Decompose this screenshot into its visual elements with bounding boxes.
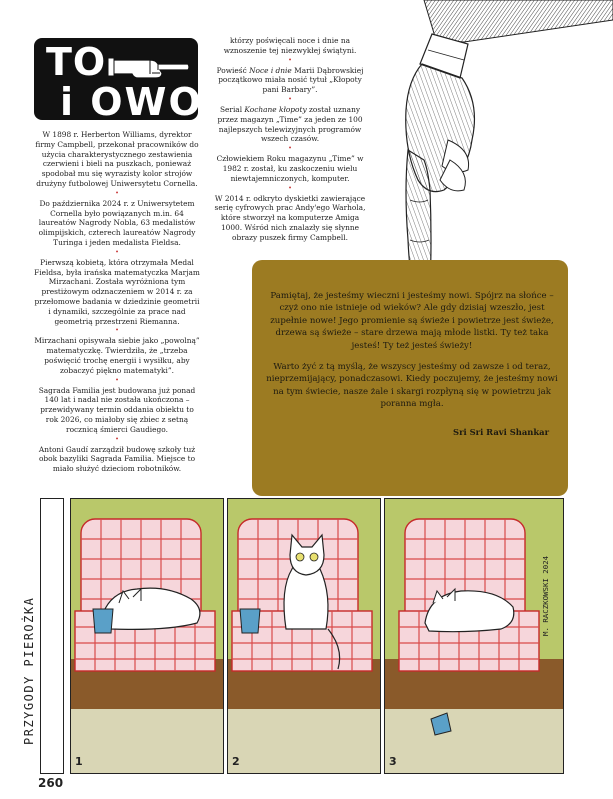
- fact-paragraph: Antoni Gaudí zarządził budowę szkoły tuż obok bazyliki Sagrada Familia. Miejsce to miało służyć dzieciom robotników.: [38, 444, 196, 474]
- fact-paragraph: którzy poświęcali noce i dnie na wznoszenie tej niezwykłej świątyni.: [223, 36, 357, 55]
- mug-icon: [240, 609, 260, 633]
- quote-paragraph: Pamiętaj, że jesteśmy wieczni i jesteśmy nowi. Spójrz na słońce – czyż ono nie istnieje od wieków? Ale gdy dzisiaj wzeszło, jest zupełnie nowe! Jego promienie są świeże i powietrze jest świeże, drzewa są świeże – stare drzewa mają młode listki. Ty też taka jesteś! Ty też jesteś świeży!: [270, 291, 554, 351]
- facts-column-middle: [210, 36, 370, 243]
- armchair-icon: [71, 499, 223, 773]
- fact-paragraph: W 1898 r. Herberton Williams, dyrektor firmy Campbell, przekonał pracowników do użycia charakterystycznego zestawienia czerwieni i bieli na puszkach, ponieważ spodobał mu się wyrazisty kolor strojów drużyny futbolowej Uniwersytetu Cornella.: [35, 130, 199, 188]
- fact-paragraph: W 2014 r. odkryto dyskietki zawierające serię cyfrowych prac Andy'ego Warhola, które stworzył na komputerze Amiga 1000. Wśród nich znalazły się słynne obrazy puszek firmy Campbell.: [214, 193, 366, 242]
- fact-paragraph: Pierwszą kobietą, która otrzymała Medal Fieldsa, była irańska matematyczka Marjam Mirzachani. Została wyróżniona tym prestiżowym odznaczeniem w 2014 r. za przełomowe badania w dziedzinie geometrii i dynamiki, szczególnie za prace nad geometrią przestrzeni Riemanna.: [34, 257, 200, 326]
- separator-dot: •: [288, 145, 292, 153]
- armchair-icon: [385, 499, 563, 773]
- fact-paragraph: Do października 2024 r. z Uniwersytetem Cornella było powiązanych m.in. 64 laureatów Nagrody Nobla, 63 medalistów olimpijskich, czterech laureatów Nagrody Turinga i jeden medalista Fieldsa.: [38, 198, 196, 247]
- separator-dot: •: [115, 248, 119, 256]
- separator-dot: •: [115, 327, 119, 335]
- page-number: 260: [38, 776, 64, 790]
- quote-paragraph: Warto żyć z tą myślą, że wszyscy jesteśmy od zawsze i od teraz, nieprzemijający, ponadczasowi. Kiedy poczujemy, że jesteśmy nowi na tym świecie, nasze żale i skargi rozpłyną się w powietrzu jak poranna mgła.: [266, 362, 558, 410]
- panel-number: 2: [232, 755, 240, 768]
- comic-title: PRZYGODY PIEROŻKA: [22, 596, 36, 745]
- mug-icon: [93, 609, 113, 633]
- facts-column-left: [34, 130, 200, 474]
- artist-signature: M. RACZKOWSKI 2024: [541, 555, 550, 636]
- comic-panel-2: [227, 498, 381, 774]
- book-title: Noce i dnie: [249, 65, 292, 75]
- pointing-hand-icon: [108, 50, 190, 84]
- separator-dot: •: [115, 376, 119, 384]
- fact-paragraph: Sagrada Familia jest budowana już ponad 140 lat i nadal nie została ukończona – przewidywany termin oddania obiektu to rok 2026, co miałoby się zbiec z setną rocznicą śmierci Gaudiego.: [38, 385, 196, 434]
- title-line-2: i OWO: [60, 80, 203, 124]
- separator-dot: •: [288, 184, 292, 192]
- pointing-finger-illustration: [384, 0, 613, 300]
- comic-panel-1: [70, 498, 224, 774]
- comic-panel-3: [384, 498, 564, 774]
- separator-dot: •: [115, 435, 119, 443]
- panel-number: 1: [75, 755, 83, 768]
- quote-author: Sri Sri Ravi Shankar: [453, 427, 549, 437]
- fact-paragraph: Człowiekiem Roku magazynu „Time” w 1982 r. został, ku zaskoczeniu wielu niewtajemniczonych, komputer.: [216, 154, 364, 183]
- series-title: Kochane kłopoty: [244, 104, 307, 114]
- fact-paragraph: Powieść Noce i dnie Marii Dąbrowskiej początkowo miała nosić tytuł „Kłopoty pani Barbary”.: [216, 65, 364, 95]
- separator-dot: •: [288, 56, 292, 64]
- fact-paragraph: Serial Kochane kłopoty został uznany przez magazyn „Time” za jeden ze 100 najlepszych telewizyjnych programów wszech czasów.: [217, 104, 363, 144]
- title-line-1: TO: [46, 40, 107, 84]
- comic-title-strip: [40, 498, 64, 774]
- panel-number: 3: [389, 755, 397, 768]
- separator-dot: •: [115, 189, 119, 197]
- quote-text: [264, 290, 560, 420]
- armchair-icon: [228, 499, 380, 773]
- separator-dot: •: [288, 95, 292, 103]
- fact-paragraph: Mirzachani opisywała siebie jako „powolną” matematyczkę. Twierdziła, że „trzeba poświęcić trochę energii i wysiłku, aby zobaczyć piękno matematyki”.: [34, 336, 200, 375]
